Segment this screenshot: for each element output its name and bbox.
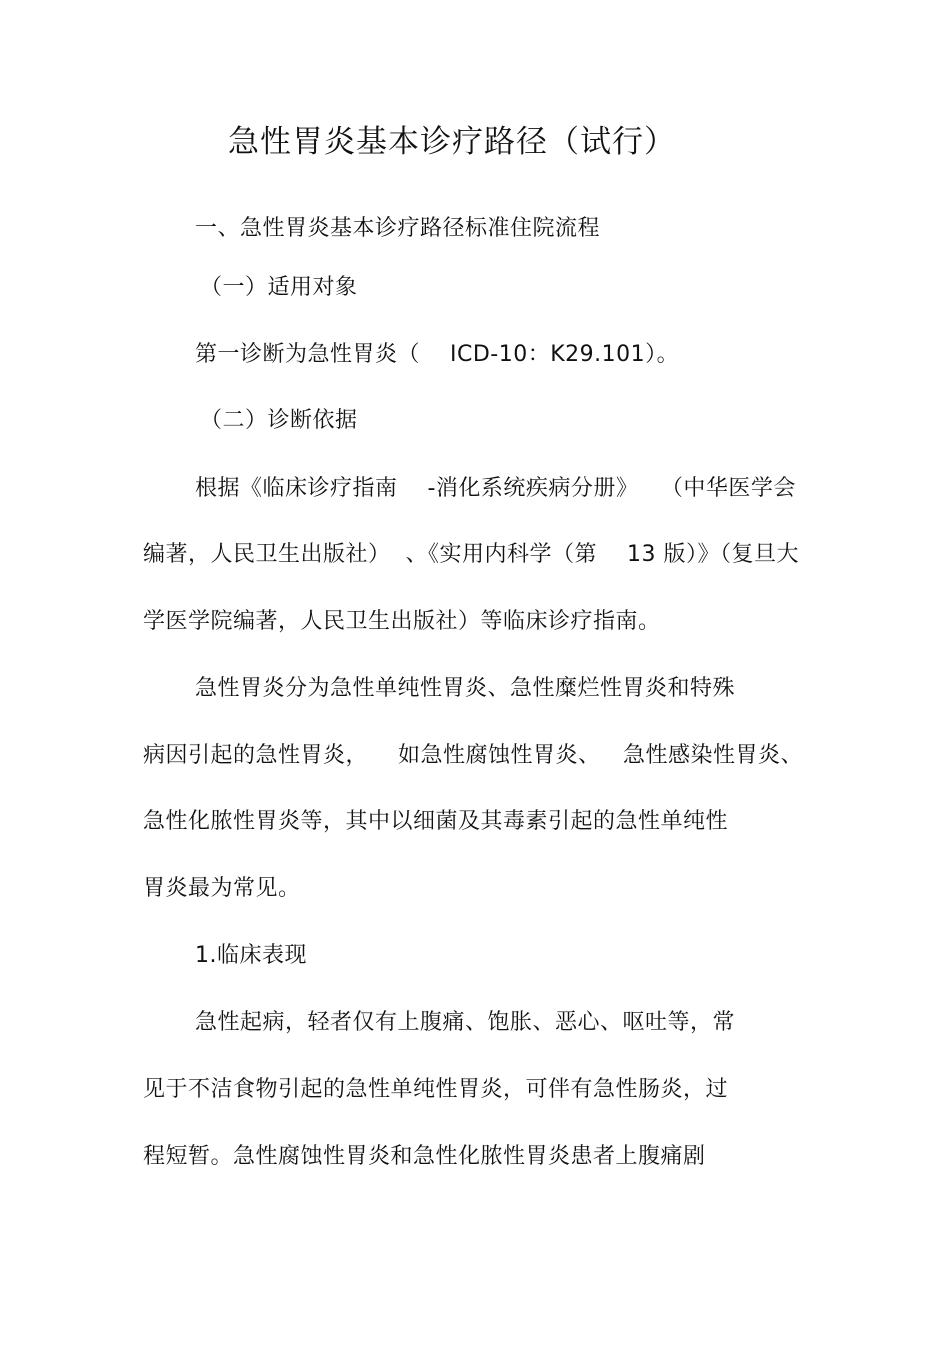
- paragraph-line: 程短暂。急性腐蚀性胃炎和急性化脓性胃炎患者上腹痛剧: [143, 1144, 706, 1169]
- subsection-heading-applicable-object: （一）适用对象: [200, 275, 358, 300]
- document-title: 急性胃炎基本诊疗路径（试行）: [228, 124, 676, 160]
- paragraph-line: 急性化脓性胃炎等，其中以细菌及其毒素引起的急性单纯性: [143, 809, 729, 834]
- paragraph-line: 见于不洁食物引起的急性单纯性胃炎，可伴有急性肠炎，过: [143, 1077, 729, 1102]
- paragraph-line: 学医学院编著，人民卫生出版社）等临床诊疗指南。: [143, 609, 661, 634]
- numbered-heading-clinical-manifestation: 1.临床表现: [195, 943, 307, 968]
- paragraph-line: 胃炎最为常见。: [143, 876, 301, 901]
- paragraph-line: 第一诊断为急性胃炎（ ICD-10：K29.101）。: [195, 342, 680, 367]
- subsection-heading-diagnosis-basis: （二）诊断依据: [200, 408, 358, 433]
- paragraph-line: 根据《临床诊疗指南 -消化系统疾病分册》 （中华医学会: [195, 476, 796, 501]
- paragraph-line: 编著，人民卫生出版社） 、《实用内科学（第 13 版）》（复旦大: [143, 542, 799, 567]
- section-heading-1: 一、急性胃炎基本诊疗路径标准住院流程: [195, 216, 601, 241]
- paragraph-line: 病因引起的急性胃炎， 如急性腐蚀性胃炎、 急性感染性胃炎、: [143, 743, 803, 768]
- paragraph-line: 急性胃炎分为急性单纯性胃炎、急性糜烂性胃炎和特殊: [195, 676, 736, 701]
- paragraph-line: 急性起病，轻者仅有上腹痛、饱胀、恶心、呕吐等，常: [195, 1010, 736, 1035]
